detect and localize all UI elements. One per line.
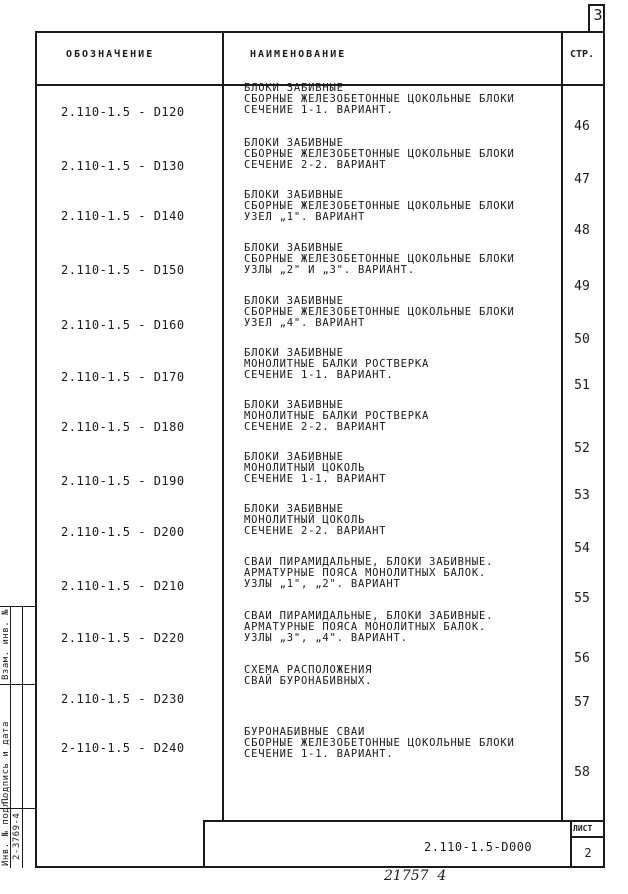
row-name [244, 557, 493, 590]
row-name-line: БЛОКИ ЗАБИВНЫЕ [244, 137, 344, 149]
side-label-sign: Подпись и дата [1, 721, 11, 804]
footer-left-border [203, 820, 205, 867]
row-name-line: УЗЛЫ „2" И „3". ВАРИАНТ. [244, 264, 415, 276]
side-inv-value: 2-3769-4 [12, 812, 22, 860]
footer-sheet-rule [570, 836, 605, 838]
row-name-line: БЛОКИ ЗАБИВНЫЕ [244, 347, 344, 359]
header-designation: ОБОЗНАЧЕНИЕ [66, 49, 155, 60]
row-page: 56 [574, 651, 590, 666]
row-name-line: СБОРНЫЕ ЖЕЛЕЗОБЕТОННЫЕ ЦОКОЛЬНЫЕ БЛОКИ [244, 148, 515, 160]
corner-page-number: 3 [593, 6, 603, 24]
row-name-line: УЗЛЫ „3", „4". ВАРИАНТ. [244, 632, 408, 644]
row-name-line: СВАЙ БУРОНАБИВНЫХ. [244, 675, 373, 687]
row-code: 2.110-1.5 - D150 [61, 263, 185, 277]
row-page: 57 [574, 695, 590, 710]
row-name [244, 400, 429, 433]
header-name: НАИМЕНОВАНИЕ [250, 49, 347, 60]
row-name-line: СВАИ ПИРАМИДАЛЬНЫЕ, БЛОКИ ЗАБИВНЫЕ. [244, 556, 494, 568]
side-col-top [0, 606, 35, 607]
row-name-line: СЕЧЕНИЕ 1-1. ВАРИАНТ. [244, 104, 394, 116]
row-page: 55 [574, 591, 590, 606]
row-page: 58 [574, 765, 590, 780]
side-col-border-2 [22, 606, 23, 868]
row-code: 2.110-1.5 - D160 [61, 318, 185, 332]
row-code: 2.110-1.5 - D170 [61, 370, 185, 384]
row-page: 49 [574, 279, 590, 294]
frame-top [35, 31, 605, 33]
row-page: 54 [574, 541, 590, 556]
row-code: 2.110-1.5 - D230 [61, 692, 185, 706]
archive-stamp: 21757 4 [384, 868, 447, 884]
frame-bottom [35, 866, 605, 868]
row-name-line: УЗЛЫ „1", „2". ВАРИАНТ [244, 578, 401, 590]
row-name-line: МОНОЛИТНЫЙ ЦОКОЛЬ [244, 462, 366, 474]
row-name-line: МОНОЛИТНЫЙ ЦОКОЛЬ [244, 514, 366, 526]
row-code: 2.110-1.5 - D130 [61, 159, 185, 173]
side-cell-rule-1 [0, 684, 35, 685]
row-name-line: БЛОКИ ЗАБИВНЫЕ [244, 82, 344, 94]
row-name-line: СВАИ ПИРАМИДАЛЬНЫЕ, БЛОКИ ЗАБИВНЫЕ. [244, 610, 494, 622]
row-name [244, 243, 515, 276]
row-name-line: СБОРНЫЕ ЖЕЛЕЗОБЕТОННЫЕ ЦОКОЛЬНЫЕ БЛОКИ [244, 737, 515, 749]
row-code: 2.110-1.5 - D200 [61, 525, 185, 539]
footer-sheet-number: 2 [584, 846, 592, 860]
row-name-line: СБОРНЫЕ ЖЕЛЕЗОБЕТОННЫЕ ЦОКОЛЬНЫЕ БЛОКИ [244, 253, 515, 265]
row-name-line: СХЕМА РАСПОЛОЖЕНИЯ [244, 664, 373, 676]
row-name-line: СБОРНЫЕ ЖЕЛЕЗОБЕТОННЫЕ ЦОКОЛЬНЫЕ БЛОКИ [244, 306, 515, 318]
row-name-line: БЛОКИ ЗАБИВНЫЕ [244, 295, 344, 307]
row-code: 2.110-1.5 - D220 [61, 631, 185, 645]
row-name-line: БЛОКИ ЗАБИВНЫЕ [244, 242, 344, 254]
row-name [244, 296, 515, 329]
row-name-line: СЕЧЕНИЕ 2-2. ВАРИАНТ [244, 525, 387, 537]
footer-rule-top [203, 820, 605, 822]
frame-right [603, 4, 605, 868]
side-label-replace: Взам. инв. № [1, 608, 11, 680]
row-page: 48 [574, 223, 590, 238]
row-page: 47 [574, 172, 590, 187]
row-name-line: БЛОКИ ЗАБИВНЫЕ [244, 399, 344, 411]
row-name-line: СЕЧЕНИЕ 1-1. ВАРИАНТ. [244, 748, 394, 760]
row-name [244, 665, 372, 687]
col-divider-1 [222, 31, 224, 821]
row-name [244, 348, 429, 381]
row-name-line: СЕЧЕНИЕ 1-1. ВАРИАНТ. [244, 369, 394, 381]
row-name-line: БЛОКИ ЗАБИВНЫЕ [244, 451, 344, 463]
row-name [244, 83, 515, 116]
header-page: СТР. [570, 49, 595, 60]
corner-box-left [588, 4, 590, 32]
row-code: 2.110-1.5 - D120 [61, 105, 185, 119]
row-code: 2.110-1.5 - D190 [61, 474, 185, 488]
footer-sheet-label: ЛИСТ [573, 824, 593, 833]
row-page: 53 [574, 488, 590, 503]
row-page: 52 [574, 441, 590, 456]
row-name-line: СБОРНЫЕ ЖЕЛЕЗОБЕТОННЫЕ ЦОКОЛЬНЫЕ БЛОКИ [244, 200, 515, 212]
row-code: 2-110-1.5 - D240 [61, 741, 185, 755]
row-name-line: СЕЧЕНИЕ 1-1. ВАРИАНТ [244, 473, 387, 485]
row-page: 51 [574, 378, 590, 393]
row-name-line: СЕЧЕНИЕ 2-2. ВАРИАНТ [244, 421, 387, 433]
row-name-line: МОНОЛИТНЫЕ БАЛКИ РОСТВЕРКА [244, 410, 430, 422]
side-label-inv: Инв. № подл. [1, 794, 11, 866]
frame-left [35, 31, 37, 868]
footer-code: 2.110-1.5-D000 [424, 840, 533, 854]
row-name [244, 611, 493, 644]
row-code: 2.110-1.5 - D180 [61, 420, 185, 434]
row-name [244, 452, 386, 485]
row-name-line: БЛОКИ ЗАБИВНЫЕ [244, 189, 344, 201]
row-name [244, 727, 515, 760]
row-name-line: АРМАТУРНЫЕ ПОЯСА МОНОЛИТНЫХ БАЛОК. [244, 567, 487, 579]
row-code: 2.110-1.5 - D140 [61, 209, 185, 223]
row-name-line: СЕЧЕНИЕ 2-2. ВАРИАНТ [244, 159, 387, 171]
row-name-line: УЗЕЛ „1". ВАРИАНТ [244, 211, 366, 223]
row-name-line: УЗЕЛ „4". ВАРИАНТ [244, 317, 366, 329]
row-name-line: БЛОКИ ЗАБИВНЫЕ [244, 503, 344, 515]
row-name [244, 504, 386, 537]
row-name-line: СБОРНЫЕ ЖЕЛЕЗОБЕТОННЫЕ ЦОКОЛЬНЫЕ БЛОКИ [244, 93, 515, 105]
row-code: 2.110-1.5 - D210 [61, 579, 185, 593]
row-page: 50 [574, 332, 590, 347]
row-name-line: АРМАТУРНЫЕ ПОЯСА МОНОЛИТНЫХ БАЛОК. [244, 621, 487, 633]
row-page: 46 [574, 119, 590, 134]
row-name-line: МОНОЛИТНЫЕ БАЛКИ РОСТВЕРКА [244, 358, 430, 370]
row-name-line: БУРОНАБИВНЫЕ СВАИ [244, 726, 366, 738]
row-name [244, 190, 515, 223]
row-name [244, 138, 515, 171]
